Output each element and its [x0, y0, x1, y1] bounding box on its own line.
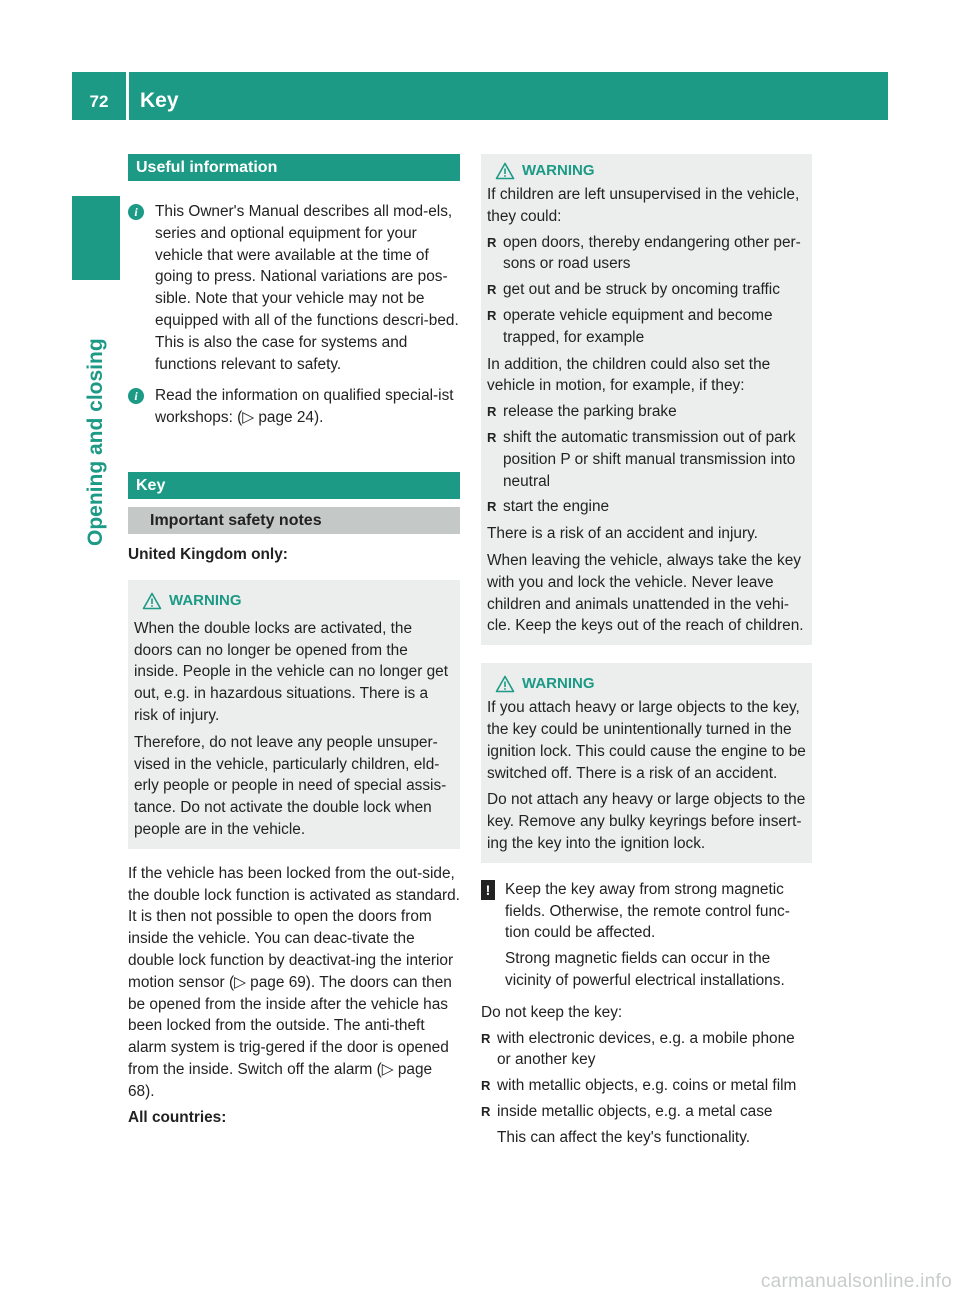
list-item: R with electronic devices, e.g. a mobile phone or another key	[481, 1028, 812, 1072]
body-paragraph: Do not keep the key:	[481, 1003, 623, 1021]
list-item: R open doors, thereby endangering other per-sons or road users	[487, 232, 806, 276]
bullet-r-icon: R	[487, 499, 497, 515]
side-tab	[72, 196, 120, 280]
list-item: R release the parking brake	[487, 401, 806, 423]
info-icon: i	[128, 388, 144, 404]
warning-text: If you attach heavy or large objects to the key, the key could be unintentionally turned in the ignition lock. This could cause the engine to be switched off. There is a risk of an accident.	[487, 699, 806, 782]
bullet-r-icon: R	[487, 234, 497, 250]
warning-title	[487, 160, 806, 182]
info-text: This Owner's Manual describes all mod-els, series and optional equipment for your vehicle that were available at the time of going to press. National variations are pos-sible. Note that your vehicle may not be equipped with all of the functions descri-bed. This is also the case for systems and functions relevant to safety.	[155, 203, 459, 373]
warning-box-children	[481, 154, 812, 645]
warning-text: Therefore, do not leave any people unsuper-vised in the vehicle, particularly children, eld-erly people or people in need of special assis-tance. Do not activate the double lock when people are in the vehicle.	[134, 733, 447, 838]
bullet-r-icon: R	[481, 1103, 491, 1119]
warning-text: When leaving the vehicle, always take the key with you and lock the vehicle. Never leave children and animals unattended in the vehi-cle. Keep the keys out of the reach of children.	[487, 551, 804, 635]
safety-notes-heading: Important safety notes	[128, 507, 460, 534]
warning-triangle-icon	[495, 162, 515, 180]
warning-label: WARNING	[522, 675, 595, 693]
watermark: carmanualsonline.info	[760, 1271, 952, 1292]
warning-title	[487, 673, 806, 695]
page-title: Key	[140, 89, 179, 112]
bullet-r-icon: R	[487, 307, 497, 323]
warning-text: If children are left unsupervised in the vehicle, they could:	[487, 186, 800, 225]
warning-box-key	[481, 663, 812, 863]
warning-text: When the double locks are activated, the doors can no longer be opened from the inside. People in the vehicle can no longer get out, e.g. in hazardous situations. There is a risk of injury.	[134, 619, 449, 724]
side-section-label: Opening and closing	[84, 338, 107, 546]
all-countries-label: All countries:	[128, 1108, 227, 1126]
list-item: R start the engine	[487, 496, 806, 518]
info-text-workshops: Read the information on qualified special-ist workshops: (▷ page 24).	[155, 387, 454, 427]
bullet-r-icon: R	[487, 429, 497, 445]
info-note	[128, 385, 460, 429]
exclamation-icon: !	[481, 880, 495, 900]
warning-text: There is a risk of an accident and injury.	[487, 525, 758, 543]
useful-information-heading: Useful information	[128, 154, 460, 181]
warning-triangle-icon	[495, 675, 515, 693]
bullet-r-icon: R	[481, 1030, 491, 1046]
warning-box	[128, 580, 460, 849]
warning-title	[134, 590, 454, 612]
info-icon: i	[128, 204, 144, 220]
body-paragraph: If the vehicle has been locked from the out-side, the double lock function is activated as standard. It is then not possible to open the doors from inside the vehicle. You can deac-tivate the double lock function by deactivat-ing the interior motion sensor (▷ page 69). The doors can then be opened from the inside after the vehicle has been locked from the outside. The anti-theft alarm system is trig-gered if the door is opened from the inside. Switch off the alarm (▷ page 68).	[128, 864, 460, 1100]
list-item: R with metallic objects, e.g. coins or metal film	[481, 1075, 812, 1097]
info-note	[128, 201, 460, 375]
body-paragraph: This can affect the key's functionality.	[497, 1128, 751, 1146]
uk-only-label: United Kingdom only:	[128, 545, 288, 563]
bullet-r-icon: R	[487, 404, 497, 420]
list-item: R inside metallic objects, e.g. a metal case	[481, 1101, 812, 1123]
notice-block	[481, 879, 812, 992]
bullet-r-icon: R	[481, 1078, 491, 1094]
notice-text: Strong magnetic fields can occur in the vicinity of powerful electrical installations.	[505, 950, 785, 989]
notice-text: Keep the key away from strong magnetic fields. Otherwise, the remote control func-tion could be affected.	[505, 880, 790, 942]
list-item: R operate vehicle equipment and become trapped, for example	[487, 305, 806, 349]
header-bar	[72, 72, 888, 120]
left-column	[128, 154, 460, 1128]
list-item: R shift the automatic transmission out of park position P or shift manual transmission into neutral	[487, 427, 806, 492]
warning-label: WARNING	[522, 162, 595, 180]
warning-text: Do not attach any heavy or large objects to the key. Remove any bulky keyrings before insert-ing the key into the ignition lock.	[487, 791, 806, 852]
warning-text: In addition, the children could also set the vehicle in motion, for example, if they:	[487, 355, 771, 395]
list-item: R get out and be struck by oncoming traffic	[487, 279, 806, 301]
key-heading: Key	[128, 472, 460, 499]
page-number: 72	[89, 92, 109, 111]
bullet-r-icon: R	[487, 282, 497, 298]
warning-label: WARNING	[169, 591, 242, 609]
header-divider	[126, 72, 129, 120]
warning-triangle-icon	[142, 592, 162, 610]
right-column	[481, 154, 812, 1148]
